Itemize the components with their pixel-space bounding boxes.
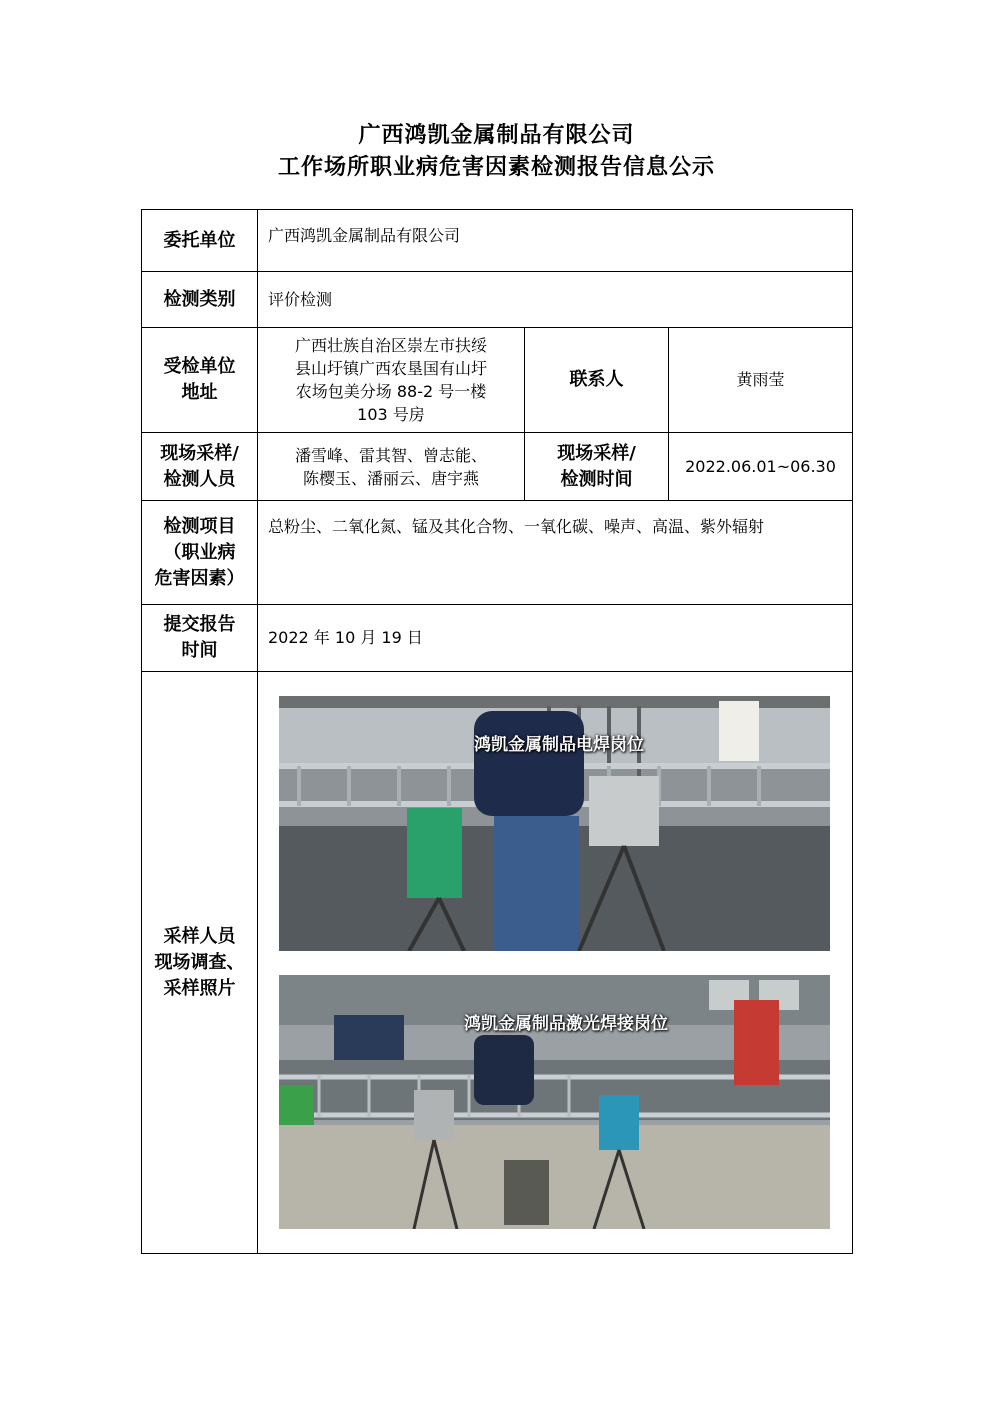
address-label-line1: 受检单位 bbox=[163, 356, 236, 377]
photos-label-line2: 现场调查、 bbox=[154, 951, 245, 973]
submit-value: 2022 年 10 月 19 日 bbox=[258, 605, 853, 672]
address-label-line2: 地址 bbox=[181, 382, 218, 403]
sampling-time-label-line2: 检测时间 bbox=[560, 468, 633, 490]
submit-label bbox=[142, 605, 258, 672]
photo-welding-caption: 鸿凯金属制品电焊岗位 bbox=[474, 735, 644, 755]
category-label: 检测类别 bbox=[142, 272, 258, 328]
row-address bbox=[142, 328, 853, 433]
sampling-time-label-line1: 现场采样/ bbox=[557, 442, 636, 464]
personnel-line1: 潘雪峰、雷其智、曾志能、 bbox=[294, 445, 487, 465]
sampling-time-label bbox=[525, 433, 669, 501]
personnel-line2: 陈樱玉、潘丽云、唐宇燕 bbox=[302, 468, 479, 488]
photos-label-line3: 采样照片 bbox=[163, 977, 236, 999]
photo-laser-caption: 鸿凯金属制品激光焊接岗位 bbox=[464, 1014, 668, 1034]
photos-label bbox=[142, 672, 258, 1254]
report-title: 工作场所职业病危害因素检测报告信息公示 bbox=[277, 154, 715, 180]
items-label-line3: 危害因素） bbox=[154, 567, 245, 589]
items-value: 总粉尘、二氧化氮、锰及其化合物、一氧化碳、噪声、高温、紫外辐射 bbox=[258, 501, 853, 605]
report-table bbox=[141, 209, 853, 1254]
row-category bbox=[142, 272, 853, 328]
row-photos bbox=[142, 672, 853, 1254]
photos-label-line1: 采样人员 bbox=[163, 925, 236, 947]
address-line: 农场包美分场 88-2 号一楼 bbox=[295, 382, 487, 401]
items-label bbox=[142, 501, 258, 605]
contact-label: 联系人 bbox=[525, 328, 669, 433]
category-value: 评价检测 bbox=[258, 272, 853, 328]
personnel-value bbox=[258, 433, 525, 501]
personnel-label-line1: 现场采样/ bbox=[160, 442, 239, 464]
address-line: 县山圩镇广西农垦国有山圩 bbox=[294, 359, 487, 378]
row-submit bbox=[142, 605, 853, 672]
address-value bbox=[258, 328, 525, 433]
company-title: 广西鸿凯金属制品有限公司 bbox=[358, 122, 635, 148]
personnel-label bbox=[142, 433, 258, 501]
address-label bbox=[142, 328, 258, 433]
row-client bbox=[142, 210, 853, 272]
submit-label-line2: 时间 bbox=[181, 640, 218, 661]
sampling-time-value: 2022.06.01~06.30 bbox=[669, 433, 853, 501]
address-line: 103 号房 bbox=[357, 405, 425, 424]
photo-laser bbox=[279, 975, 830, 1229]
row-personnel bbox=[142, 433, 853, 501]
contact-value: 黄雨莹 bbox=[669, 328, 853, 433]
personnel-label-line2: 检测人员 bbox=[163, 468, 236, 490]
submit-label-line1: 提交报告 bbox=[163, 614, 236, 635]
items-label-line2: （职业病 bbox=[163, 541, 236, 563]
row-items bbox=[142, 501, 853, 605]
client-value: 广西鸿凯金属制品有限公司 bbox=[258, 210, 853, 272]
address-line: 广西壮族自治区崇左市扶绥 bbox=[294, 336, 487, 355]
items-label-line1: 检测项目 bbox=[163, 515, 236, 537]
client-label: 委托单位 bbox=[142, 210, 258, 272]
photo-welding bbox=[279, 696, 830, 951]
photos-cell bbox=[258, 672, 853, 1254]
